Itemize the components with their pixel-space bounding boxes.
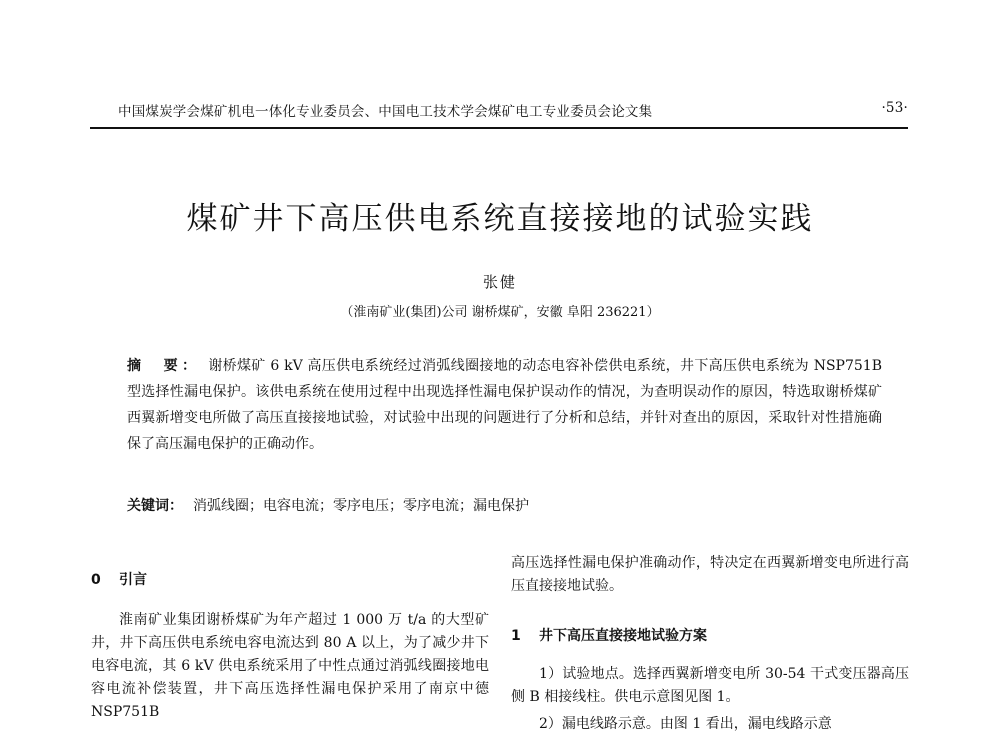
keywords-label: 关键词：	[127, 498, 183, 514]
running-title: 中国煤炭学会煤矿机电一体化专业委员会、中国电工技术学会煤矿电工专业委员会论文集	[118, 104, 653, 120]
section1-item2: 2）漏电线路示意。由图 1 看出，漏电线路示意	[539, 716, 832, 732]
paper-title: 煤矿井下高压供电系统直接接地的试验实践	[186, 201, 814, 237]
author-affiliation: （淮南矿业(集团)公司 谢桥煤矿，安徽 阜阳 236221）	[340, 305, 660, 320]
abstract	[127, 353, 882, 457]
author-name: 张健	[482, 273, 517, 291]
section-title: 引言	[119, 572, 147, 588]
section-heading-intro	[91, 569, 489, 589]
section-title: 井下高压直接接地试验方案	[539, 628, 707, 644]
section-heading-1	[511, 625, 909, 645]
running-header	[118, 100, 908, 120]
section-number: 0	[91, 572, 101, 588]
section1-item1: 1）试验地点。选择西翼新增变电所 30-54 干式变压器高压侧 B 相接线柱。供电示意图见图 1。	[511, 666, 909, 705]
abstract-text: 谢桥煤矿 6 kV 高压供电系统经过消弧线圈接地的动态电容补偿供电系统，井下高压供电系统为 NSP751B 型选择性漏电保护。该供电系统在使用过程中出现选择性漏电保护误动作的情况，为查明误动作的原因，特选取谢桥煤矿西翼新增变电所做了高压直接接地试验，对试验中出现的问题进行了分析和总结，并针对查出的原因，采取针对性措施确保了高压漏电保护的正确动作。	[127, 358, 882, 452]
intro-paragraph: 淮南矿业集团谢桥煤矿为年产超过 1 000 万 t/a 的大型矿井，井下高压供电系统电容电流达到 80 A 以上，为了减少井下电容电流，其 6 kV 供电系统采用了中性点通过消弧线圈接地电容电流补偿装置，井下高压选择性漏电保护采用了南京中德 NSP751B	[91, 612, 489, 720]
page-number: ·53·	[881, 100, 908, 116]
intro-continued-paragraph: 高压选择性漏电保护准确动作，特决定在西翼新增变电所进行高压直接接地试验。	[511, 555, 909, 594]
section-number: 1	[511, 628, 521, 644]
abstract-label: 摘 要：	[127, 358, 201, 374]
keywords	[127, 493, 882, 519]
keywords-text: 消弧线圈；电容电流；零序电压；零序电流；漏电保护	[193, 498, 529, 514]
header-rule	[90, 127, 908, 129]
